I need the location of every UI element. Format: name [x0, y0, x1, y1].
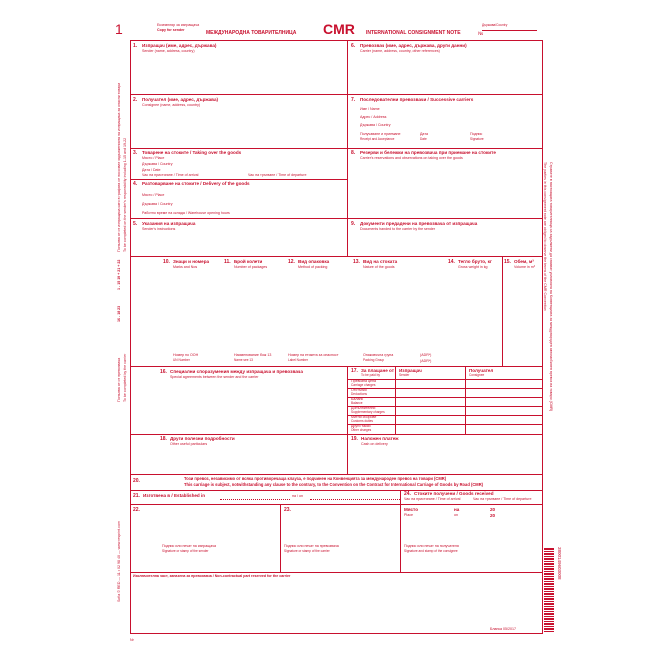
footer-label: Изключителна част, запазена за превозвача / Non-contractual part reserved for the carrier — [133, 574, 291, 578]
box21-on: на / on — [292, 494, 303, 498]
edition: Бланка 05/2017 — [490, 627, 517, 631]
box1-sub: Sender (name, address, country) — [142, 49, 195, 53]
box11-label: Брой колети — [234, 259, 263, 264]
box9-number: 9. — [351, 221, 356, 227]
cmr-form — [115, 21, 562, 642]
title-en: INTERNATIONAL CONSIGNMENT NOTE — [366, 30, 461, 36]
box17-col-sender-en: Sender — [399, 373, 410, 377]
box3-row: Място / Place — [142, 156, 165, 160]
box17-row: Carriage charges — [351, 383, 376, 387]
box17-row: Supplementary charges — [351, 410, 385, 414]
box22-sign-en: Signature or stamp of the sender — [162, 549, 209, 553]
country-label: Държава/Country — [482, 23, 508, 27]
box1-number: 1. — [133, 43, 138, 49]
box17-row: Други такси — [351, 424, 371, 428]
box22-number: 22. — [133, 507, 140, 513]
box18-sub: Other useful particulars — [170, 442, 208, 446]
box3-label: Товарене на стоките / Taking over the goods — [142, 150, 242, 155]
box12-label: Вид опаковка — [298, 259, 330, 264]
box3-row: Държава / Country — [142, 162, 173, 166]
box24-year: 20 — [490, 507, 496, 512]
barcode — [544, 547, 554, 632]
ref-number: Nr — [130, 638, 134, 642]
box7-date-en: Date — [420, 137, 427, 141]
box16-number: 16. — [160, 369, 167, 375]
box4-row: Държава / Country — [142, 202, 173, 206]
adr-pack-en: Packing Group — [363, 358, 385, 362]
left-margin-text: To be completed on the sender's responsibility including 1-15 and 19-22 — [123, 137, 127, 252]
box10-label: Знаци и номера — [173, 259, 210, 264]
barcode-number: 3800149603008 — [557, 547, 562, 580]
box5-label: Указания на изпращача — [142, 221, 196, 226]
adr-pack: Опаковъчна група — [363, 353, 394, 357]
box24-year: 20 — [490, 513, 496, 518]
box21-label: Изготвена в / Established in — [143, 493, 206, 498]
box7-sign-en: Signature — [470, 137, 484, 141]
box4-number: 4. — [133, 181, 138, 187]
box7-row: Receipt and Acceptance — [360, 137, 395, 141]
box24-time1: Час на пристигане / Time of arrival — [404, 497, 461, 501]
left-margin-text: Попълва се от превозвача — [117, 357, 121, 402]
copy-label-bg: Екземпляр за изпращача — [157, 23, 200, 27]
adr-tag: (ADR*) — [420, 353, 432, 357]
box16-label: Специални споразумения между изпращача и превозвача — [170, 369, 303, 374]
box24-number: 24. — [404, 491, 411, 497]
box3-row: Дата / Date — [142, 168, 161, 172]
adr-label: Номер на етикета за опасност — [288, 353, 339, 357]
box17-label: За плащане от — [361, 368, 394, 373]
adr-tag: (ADR*) — [420, 359, 432, 363]
box16-sub: Special agreements between the sender and the carrier — [170, 375, 259, 379]
box24-time2: Час на тръгване / Time of departure — [473, 497, 532, 501]
box3-number: 3. — [133, 150, 138, 156]
box11-number: 11. — [224, 259, 231, 265]
box17-row: Превозна цена — [351, 379, 377, 383]
box19-number: 19. — [351, 436, 358, 442]
box17-row: Баланс — [351, 397, 364, 401]
box10-sub: Marks and Nos — [173, 265, 198, 269]
box7-row: Държава / Country — [360, 123, 391, 127]
box17-row: Митни сборове — [351, 415, 377, 419]
number-label: № — [478, 31, 484, 37]
adr-name-en: Name see 13 — [234, 358, 253, 362]
box4-row: Работно време на склада / Warehouse opening hours — [142, 211, 230, 215]
box6-label: Превозвач (име, адрес, държава, други данни) — [360, 43, 467, 48]
left-margin-nums: 1 - 15 19 + 21 + 22 — [117, 259, 121, 290]
box13-label: Вид на стоката — [363, 259, 398, 264]
box15-label: Обем, м³ — [514, 259, 534, 264]
title-bg: МЕЖДУНАРОДНА ТОВАРИТЕЛНИЦА — [206, 30, 297, 36]
box23-sign-en: Signature or stamp of the carrier — [284, 549, 330, 553]
box19-label: Наложен платеж — [361, 436, 399, 441]
adr-un: Номер по ООН — [173, 353, 199, 357]
box17-row: Balance — [351, 401, 363, 405]
box7-row: Адрес / Address — [360, 115, 387, 119]
cmr-title: CMR — [323, 21, 355, 37]
left-margin-nums: 16 - 18 23 — [117, 305, 121, 322]
right-margin-text: The parties in this consignment note are obliged to observe the terms of the CMR Convention — [543, 162, 547, 311]
box15-number: 15. — [504, 259, 511, 265]
box7-row: Име / Name — [360, 107, 380, 111]
box14-label: Тегло бруто, кг — [458, 259, 492, 264]
box23-sign-bg: Подпис или печат на превозвача — [284, 544, 339, 548]
box3-row: Час на пристигане / Time of arrival — [142, 173, 199, 177]
box22-sign-bg: Подпис или печат на изпращача — [162, 544, 217, 548]
box20-number: 20. — [133, 478, 140, 484]
box20-text-en: This carriage is subject, notwithstanding any clause to the contrary, to the Convention on the Contract for International Carriage of Goods by Road (CMR) — [184, 482, 484, 487]
box1-label: Изпращач (име, адрес, държава) — [142, 43, 217, 48]
box2-sub: Consignee (name, address, country) — [142, 103, 201, 107]
box14-number: 14. — [448, 259, 455, 265]
box11-sub: Number of packages — [234, 265, 268, 269]
box6-number: 6. — [351, 43, 356, 49]
printer-imprint: Sofia © RED — 11 • 02 98 40 — www.resprint.com — [117, 521, 121, 602]
box4-row: Място / Place — [142, 193, 165, 197]
box24-sign-en: Signature and stamp of the consignee — [404, 549, 458, 553]
box17-col-consignee: Получател — [469, 368, 494, 373]
box9-sub: Documents handed to the carrier by the sender — [360, 227, 436, 231]
box3-extra: Час на тръгване / Time of departure — [248, 173, 307, 177]
box24-place-en: Place — [404, 513, 413, 517]
box9-label: Документи предадени на превозвача от изпращача — [360, 221, 478, 226]
box17-row: Other charges — [351, 428, 372, 432]
box24-on: на — [454, 507, 460, 512]
box24-label: Стоките получени / Goods received — [414, 491, 494, 496]
box17-row: Customs duties — [351, 419, 373, 423]
box8-sub: Carrier's reservations and observations on taking over the goods — [360, 156, 463, 160]
box4-label: Разтоварване на стоките / Delivery of the goods — [142, 181, 250, 186]
box17-row: Допълнителни — [351, 406, 376, 410]
box24-sign-bg: Подпис или печат на получателя — [404, 544, 459, 548]
box17-sub: To be paid by — [361, 373, 380, 377]
box17-row: Deductions — [351, 392, 367, 396]
box8-label: Резерви и бележки на превозвача при приемане на стоките — [360, 150, 496, 155]
left-margin-text: To be completed by the carrier — [123, 353, 127, 402]
box13-number: 13. — [353, 259, 360, 265]
box18-number: 18. — [160, 436, 167, 442]
box6-sub: Carrier (name, address, country, other references) — [360, 49, 440, 53]
box21-number: 21. — [133, 493, 140, 499]
box2-number: 2. — [133, 97, 138, 103]
box17-row: Отстъпки — [351, 388, 367, 392]
box15-sub: Volume in m³ — [514, 265, 535, 269]
number-line — [482, 30, 537, 31]
box20-text-bg: Този превоз, независимо от всяка противоречаща клауза, е подчинен на Конвенцията за международен превоз на товари (CMR) — [184, 476, 447, 481]
box7-label: Последователни превозвачи / Successive carriers — [360, 97, 474, 102]
adr-un-en: UN Number — [173, 358, 190, 362]
box24-on-en: on — [454, 513, 458, 517]
box10-number: 10. — [163, 259, 170, 265]
box7-sign: Подпис — [470, 132, 483, 136]
copy-number: 1 — [115, 21, 123, 37]
box14-sub: Gross weight in kg — [458, 265, 488, 269]
box24-place: Място — [404, 507, 419, 512]
box12-sub: Method of packing — [298, 265, 328, 269]
box13-sub: Nature of the goods — [363, 265, 395, 269]
box7-row: Получаване и приемане — [360, 132, 401, 136]
left-margin-text: Попълва се от изпращача като в графата се посочват задълженията на изпращача за опасни товари — [117, 82, 121, 252]
box17-col-sender: Изпращач — [399, 368, 422, 373]
box5-number: 5. — [133, 221, 138, 227]
box18-label: Други полезни подробности — [170, 436, 235, 441]
box7-date: Дата — [420, 132, 428, 136]
box12-number: 12. — [288, 259, 295, 265]
right-margin-text: Страните в настоящата товарителница са задължени да спазват условията на Конвенцията за международен автомобилен превоз на товари (CMR) — [549, 162, 553, 412]
adr-label-en: Label Number — [288, 358, 309, 362]
box19-sub: Cash on delivery — [361, 442, 388, 446]
adr-name: Наименование бож 13 — [234, 353, 272, 357]
box2-label: Получател (име, адрес, държава) — [142, 97, 219, 102]
box8-number: 8. — [351, 150, 356, 156]
copy-label-en: Copy for sender — [157, 28, 185, 32]
box17-col-consignee-en: Consignee — [469, 373, 485, 377]
box5-sub: Sender's instructions — [142, 227, 176, 231]
box7-number: 7. — [351, 97, 356, 103]
box23-number: 23. — [284, 507, 291, 513]
box17-number: 17. — [351, 368, 358, 374]
